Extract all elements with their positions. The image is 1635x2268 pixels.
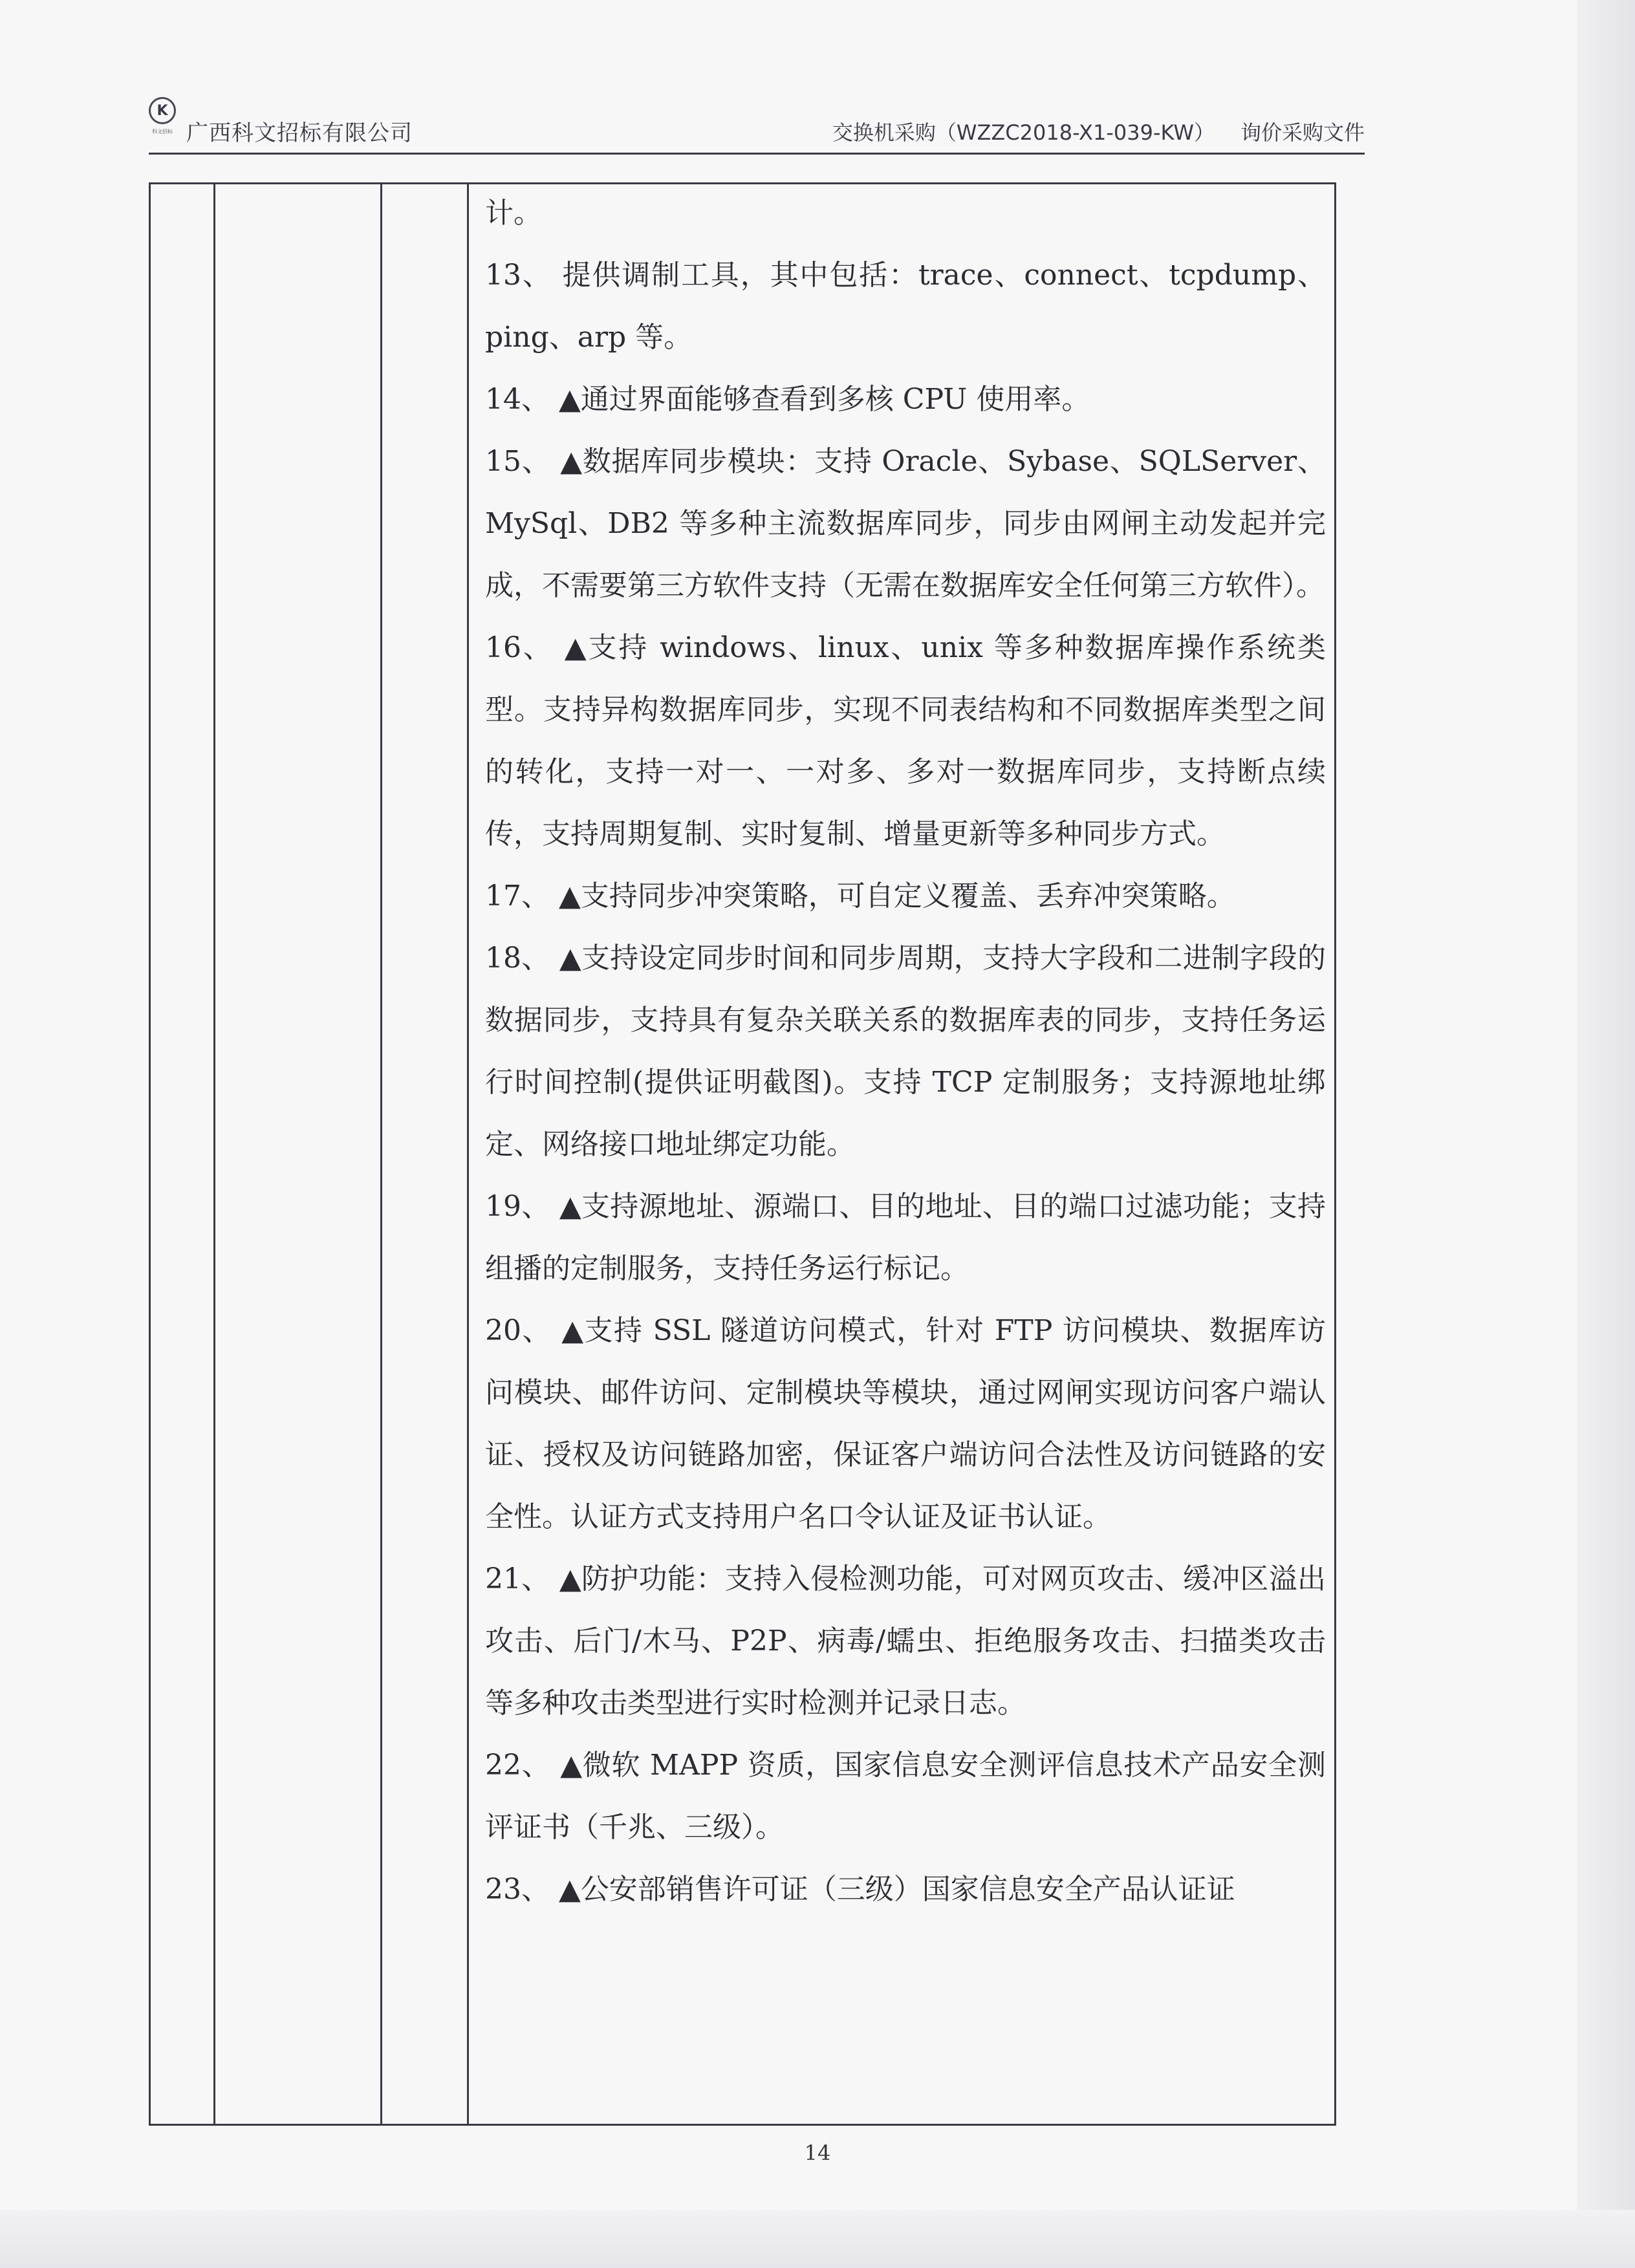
spec-item: 17、 ▲支持同步冲突策略，可自定义覆盖、丢弃冲突策略。 xyxy=(485,880,1235,913)
spec-item: 19、 ▲支持源地址、源端口、目的地址、目的端口过滤功能；支持组播的定制服务，支持任务运行标记。 xyxy=(485,1190,1326,1285)
spec-item: 18、 ▲支持设定同步时间和同步周期，支持大字段和二进制字段的数据同步，支持具有复杂关联关系的数据库表的同步，支持任务运行时间控制(提供证明截图)。支持 TCP 定制服务；支持源地址绑定、网络接口地址绑定功能。 xyxy=(485,942,1326,1161)
spec-item: 22、 ▲微软 MAPP 资质，国家信息安全测评信息技术产品安全测评证书（千兆、三级）。 xyxy=(485,1749,1326,1844)
document-type: 询价采购文件 xyxy=(1240,120,1365,145)
page-number: 14 xyxy=(804,2141,831,2165)
table-column-divider-2 xyxy=(380,182,382,2126)
page-bottom-shadow xyxy=(0,2210,1635,2268)
table-column-divider-3 xyxy=(467,182,469,2126)
page-header xyxy=(149,97,1365,149)
spec-content-cell xyxy=(485,182,1326,2122)
logo-caption: 科文招标 xyxy=(152,129,173,135)
spec-item: 15、 ▲数据库同步模块：支持 Oracle、Sybase、SQLServer、MySql、DB2 等多种主流数据库同步，同步由网闸主动发起并完成，不需要第三方软件支持（无需在数据库安全任何第三方软件）。 xyxy=(485,445,1326,602)
page-edge-shadow xyxy=(1577,0,1635,2268)
company-name: 广西科文招标有限公司 xyxy=(186,120,413,146)
logo-letter: K xyxy=(157,102,168,119)
spec-item: 计。 xyxy=(485,197,542,230)
header-doc-info xyxy=(832,116,1365,146)
spec-item: 23、 ▲公安部销售许可证（三级）国家信息安全产品认证证 xyxy=(485,1873,1235,1906)
spec-item: 21、 ▲防护功能：支持入侵检测功能，可对网页攻击、缓冲区溢出攻击、后门/木马、P2P、病毒/蠕虫、拒绝服务攻击、扫描类攻击等多种攻击类型进行实时检测并记录日志。 xyxy=(485,1562,1326,1720)
spec-item: 14、 ▲通过界面能够查看到多核 CPU 使用率。 xyxy=(485,383,1090,416)
project-title: 交换机采购（WZZC2018-X1-039-KW） xyxy=(832,120,1215,145)
company-logo-icon xyxy=(149,97,176,124)
spec-item: 20、 ▲支持 SSL 隧道访问模式，针对 FTP 访问模块、数据库访问模块、邮件访问、定制模块等模块，通过网闸实现访问客户端认证、授权及访问链路加密，保证客户端访问合法性及访问链路的安全性。认证方式支持用户名口令认证及证书认证。 xyxy=(485,1314,1326,1533)
header-divider xyxy=(149,153,1365,155)
spec-item: 16、 ▲支持 windows、linux、unix 等多种数据库操作系统类型。支持异构数据库同步，实现不同表结构和不同数据库类型之间的转化，支持一对一、一对多、多对一数据库同步，支持断点续传，支持周期复制、实时复制、增量更新等多种同步方式。 xyxy=(485,631,1326,850)
spec-item: 13、 提供调制工具，其中包括：trace、connect、tcpdump、ping、arp 等。 xyxy=(485,259,1326,354)
table-column-divider-1 xyxy=(213,182,215,2126)
